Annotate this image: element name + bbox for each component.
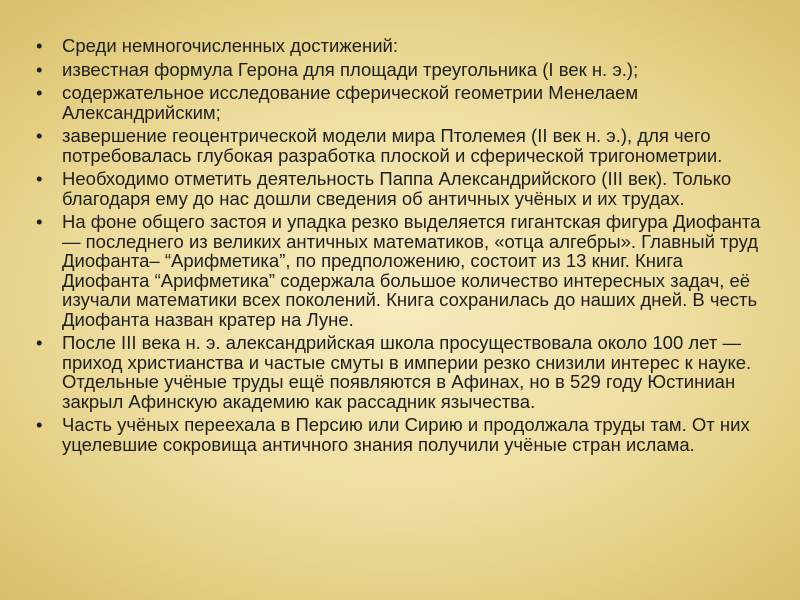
bullet-item-4	[34, 126, 774, 165]
bullet-dot: •	[36, 82, 43, 103]
bullet-item-6	[34, 212, 774, 329]
bullet-item-7	[34, 333, 774, 411]
bullet-item-8	[34, 415, 774, 454]
bullet-dot: •	[36, 414, 43, 435]
bullet-text: содержательное исследование сферической геометрии Менелаем Александрийским;	[62, 82, 639, 123]
bullet-text: На фоне общего застоя и упадка резко выделяется гигантская фигура Диофанта— последнего из великих античных математиков, «отца алгебры». Главный труд Диофанта– “Арифметика”, по предположению, состоит из 13 книг. Книга Диофанта “Арифметика” содержала большое количество интересных задач, её изучали математики всех поколений. Книга сохранилась до наших дней. В честь Диофанта назван кратер на Луне.	[62, 211, 761, 330]
bullet-text: Часть учёных переехала в Персию или Сирию и продолжала труды там. От них уцелевшие сокровища античного знания получили учёные стран ислама.	[62, 414, 750, 455]
bullet-dot: •	[36, 58, 43, 80]
bullet-list	[34, 36, 774, 458]
bullet-text: известная формула Герона для площади треугольника (I век н. э.);	[62, 58, 639, 80]
bullet-text: завершение геоцентрической модели мира Птолемея (II век н. э.), для чего потребовалась глубокая разработка плоской и сферической тригонометрии.	[62, 125, 723, 166]
bullet-text: Среди немногочисленных достижений:	[62, 35, 399, 56]
bullet-item-3	[34, 83, 774, 122]
bullet-dot: •	[36, 35, 43, 56]
bullet-dot: •	[36, 211, 43, 232]
bullet-dot: •	[36, 125, 43, 146]
bullet-item-5	[34, 169, 774, 208]
bullet-text: После III века н. э. александрийская школа просуществовала около 100 лет — приход христианства и частые смуты в империи резко снизили интерес к науке. Отдельные учёные труды ещё появляются в Афинах, но в 529 году Юстиниан закрыл Афинскую академию как рассадник язычества.	[62, 332, 752, 412]
bullet-item-1	[34, 36, 774, 56]
bullet-text: Необходимо отметить деятельность Паппа Александрийского (III век). Только благодаря ему до нас дошли сведения об античных учёных и их трудах.	[62, 168, 732, 209]
bullet-dot: •	[36, 332, 43, 353]
bullet-item-2	[34, 60, 774, 80]
bullet-dot: •	[36, 168, 43, 189]
